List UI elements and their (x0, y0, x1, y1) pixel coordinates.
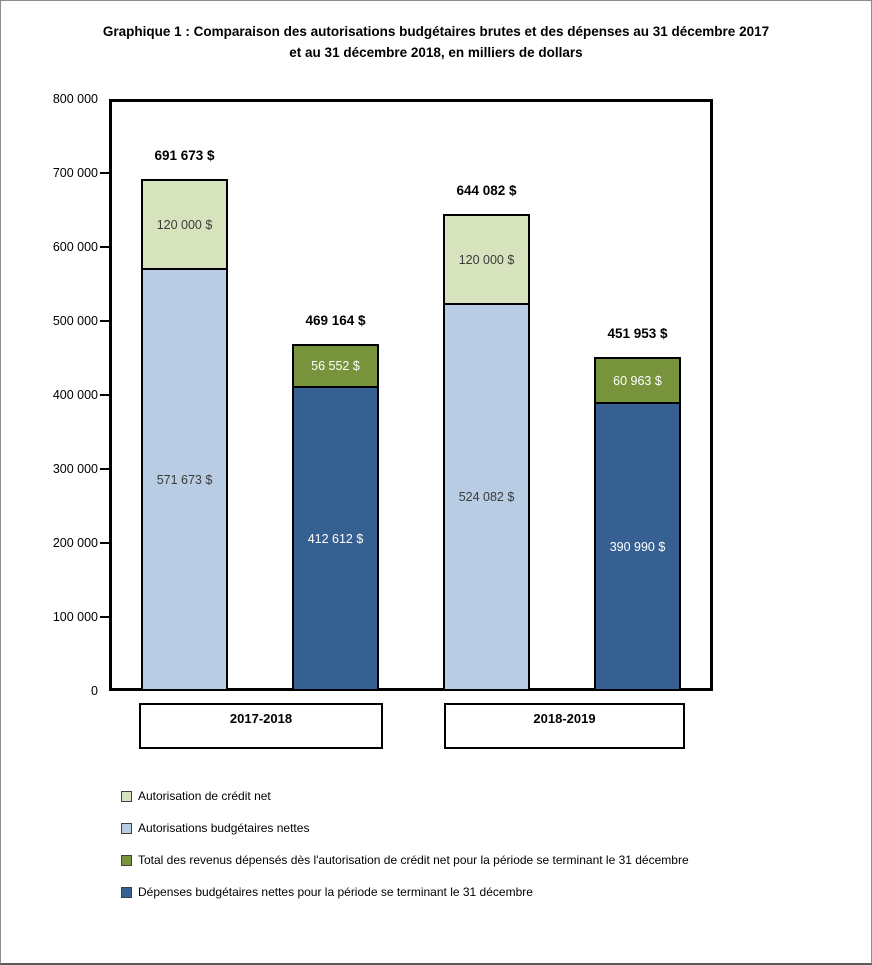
bar-segment-depenses-nettes (596, 404, 679, 689)
y-axis-tick-mark (100, 320, 109, 322)
chart-title-line-2: et au 31 décembre 2018, en milliers de dollars (289, 45, 583, 60)
chart-legend (121, 789, 689, 917)
segment-value-label: 60 963 $ (613, 373, 662, 388)
stacked-bar (141, 179, 228, 691)
category-label-box: 2017-2018 (139, 703, 383, 749)
legend-swatch (121, 823, 132, 834)
y-axis-tick-mark (100, 468, 109, 470)
segment-value-label: 120 000 $ (458, 252, 515, 267)
segment-value-label: 120 000 $ (156, 217, 213, 232)
y-axis-tick-mark (100, 172, 109, 174)
y-axis-tick-label: 200 000 (52, 536, 98, 550)
segment-value-label: 56 552 $ (311, 359, 360, 373)
plot-area (109, 99, 713, 691)
y-axis-tick-label: 600 000 (52, 240, 98, 254)
segment-value-label: 412 612 $ (307, 531, 364, 546)
y-axis-tick-mark (100, 246, 109, 248)
y-axis-tick-mark (100, 542, 109, 544)
legend-item (121, 885, 689, 905)
legend-label: Dépenses budgétaires nettes pour la période se terminant le 31 décembre (138, 885, 533, 899)
y-axis-tick-label: 700 000 (52, 166, 98, 180)
bar-total-label: 644 082 $ (456, 183, 517, 198)
y-axis-tick-label: 500 000 (52, 314, 98, 328)
chart-title-line-1: Graphique 1 : Comparaison des autorisations budgétaires brutes et des dépenses au 31 décembre 2017 (102, 24, 770, 39)
legend-label: Total des revenus dépensés dès l'autorisation de crédit net pour la période se terminant le 31 décembre (138, 853, 689, 867)
y-axis-tick-mark (100, 394, 109, 396)
segment-value-label: 571 673 $ (156, 472, 213, 487)
bar-segment-credit-net (143, 181, 226, 270)
segment-value-label: 390 990 $ (609, 539, 666, 554)
legend-label: Autorisations budgétaires nettes (138, 821, 310, 835)
bar-segment-revenus-depenses (596, 359, 679, 404)
legend-item (121, 853, 689, 873)
legend-swatch (121, 855, 132, 866)
bar-total-label: 691 673 $ (154, 148, 215, 163)
bar-segment-autorisations-nettes (143, 270, 226, 689)
stacked-bar (292, 344, 379, 691)
bar-segment-credit-net (445, 216, 528, 305)
chart-title (1, 21, 871, 63)
stacked-bar (594, 357, 681, 691)
y-axis-tick-label: 100 000 (52, 610, 98, 624)
legend-label: Autorisation de crédit net (138, 789, 271, 803)
y-axis-tick-label: 0 (91, 684, 98, 698)
bar-segment-depenses-nettes (294, 388, 377, 689)
legend-item (121, 821, 689, 841)
y-axis-tick-label: 400 000 (52, 388, 98, 402)
bar-total-label: 469 164 $ (305, 313, 366, 328)
legend-item (121, 789, 689, 809)
y-axis-tick-mark (100, 616, 109, 618)
legend-swatch (121, 791, 132, 802)
y-axis-tick-label: 300 000 (52, 462, 98, 476)
bar-total-label: 451 953 $ (607, 326, 668, 341)
category-label-box: 2018-2019 (444, 703, 685, 749)
bar-segment-autorisations-nettes (445, 305, 528, 689)
stacked-bar (443, 214, 530, 691)
bar-segment-revenus-depenses (294, 346, 377, 388)
y-axis-tick-label: 800 000 (52, 92, 98, 106)
segment-value-label: 524 082 $ (458, 490, 515, 504)
legend-swatch (121, 887, 132, 898)
